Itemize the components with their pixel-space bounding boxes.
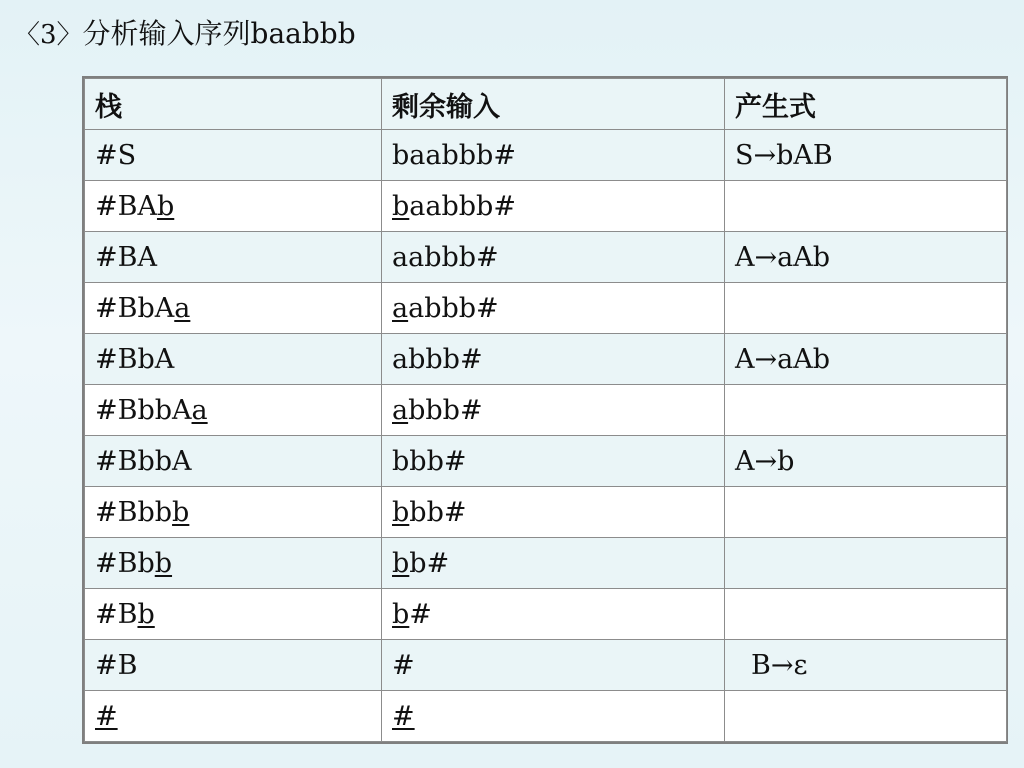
stack-cell (85, 436, 382, 487)
input-underlined: # (392, 700, 415, 732)
input-cell (382, 283, 725, 334)
stack-text: #Bb (95, 547, 155, 579)
input-text: abbb# (392, 343, 483, 375)
input-text: aabbb# (409, 190, 516, 222)
stack-text: #BbA (95, 343, 175, 375)
slide-title (14, 14, 356, 55)
production-cell: A→aAb (725, 232, 1007, 283)
production-cell (725, 538, 1007, 589)
input-cell (382, 232, 725, 283)
input-cell (382, 385, 725, 436)
input-cell (382, 691, 725, 742)
production-cell: S→bAB (725, 130, 1007, 181)
stack-cell (85, 691, 382, 742)
stack-text: #B (95, 649, 138, 681)
production-cell (725, 589, 1007, 640)
input-cell (382, 640, 725, 691)
input-text: bbb# (408, 394, 483, 426)
table-row (85, 334, 1007, 385)
table-row (85, 691, 1007, 742)
stack-text: #BA (95, 241, 157, 273)
stack-underlined: a (174, 292, 191, 324)
input-text: baabbb# (392, 139, 516, 171)
production-cell: B→ε (725, 640, 1007, 691)
stack-underlined: a (191, 394, 208, 426)
production-cell: A→aAb (725, 334, 1007, 385)
table-row (85, 538, 1007, 589)
stack-cell (85, 232, 382, 283)
input-text: b# (409, 547, 450, 579)
analysis-table (82, 76, 1008, 744)
input-cell (382, 538, 725, 589)
input-cell (382, 130, 725, 181)
input-cell (382, 334, 725, 385)
input-cell (382, 181, 725, 232)
input-text: aabbb# (392, 241, 499, 273)
table-row (85, 640, 1007, 691)
stack-cell (85, 538, 382, 589)
stack-cell (85, 589, 382, 640)
stack-text: #B (95, 598, 138, 630)
input-underlined: a (392, 292, 409, 324)
stack-cell (85, 181, 382, 232)
table-header-row (85, 79, 1007, 130)
title-number: 〈3〉 (14, 20, 83, 50)
table-row (85, 181, 1007, 232)
title-text: 分析输入序列baabbb (82, 17, 356, 50)
stack-underlined: b (172, 496, 190, 528)
stack-text: #BbA (95, 292, 175, 324)
input-text: bb# (409, 496, 467, 528)
stack-underlined: b (156, 190, 175, 222)
input-underlined: b (392, 190, 410, 222)
stack-text: #BbbA (95, 445, 192, 477)
production-cell (725, 691, 1007, 742)
production-cell (725, 385, 1007, 436)
stack-cell (85, 130, 382, 181)
header-production: 产生式 (725, 79, 1007, 130)
input-cell (382, 436, 725, 487)
table-row (85, 232, 1007, 283)
production-cell: A→b (725, 436, 1007, 487)
input-text: abbb# (408, 292, 499, 324)
stack-text: #S (95, 139, 137, 171)
stack-underlined: b (154, 547, 173, 579)
input-underlined: b (392, 496, 410, 528)
stack-underlined: # (95, 700, 118, 732)
stack-cell (85, 487, 382, 538)
header-remaining-input: 剩余输入 (382, 79, 725, 130)
stack-text: #Bbb (95, 496, 173, 528)
production-cell (725, 181, 1007, 232)
input-text: # (409, 598, 432, 630)
stack-cell (85, 385, 382, 436)
table-row (85, 589, 1007, 640)
stack-underlined: b (137, 598, 155, 630)
production-cell (725, 283, 1007, 334)
input-text: bbb# (392, 445, 467, 477)
input-underlined: b (392, 547, 410, 579)
header-stack: 栈 (85, 79, 382, 130)
input-cell (382, 487, 725, 538)
stack-cell (85, 283, 382, 334)
stack-text: #BbbA (95, 394, 192, 426)
parse-table (84, 78, 1007, 742)
table-row (85, 385, 1007, 436)
table-row (85, 436, 1007, 487)
input-underlined: b (392, 598, 410, 630)
stack-text: #BA (95, 190, 157, 222)
input-underlined: a (392, 394, 409, 426)
input-text: # (392, 649, 415, 681)
table-row (85, 130, 1007, 181)
table-body (85, 130, 1007, 742)
table-row (85, 487, 1007, 538)
table-row (85, 283, 1007, 334)
input-cell (382, 589, 725, 640)
stack-cell (85, 640, 382, 691)
stack-cell (85, 334, 382, 385)
production-cell (725, 487, 1007, 538)
